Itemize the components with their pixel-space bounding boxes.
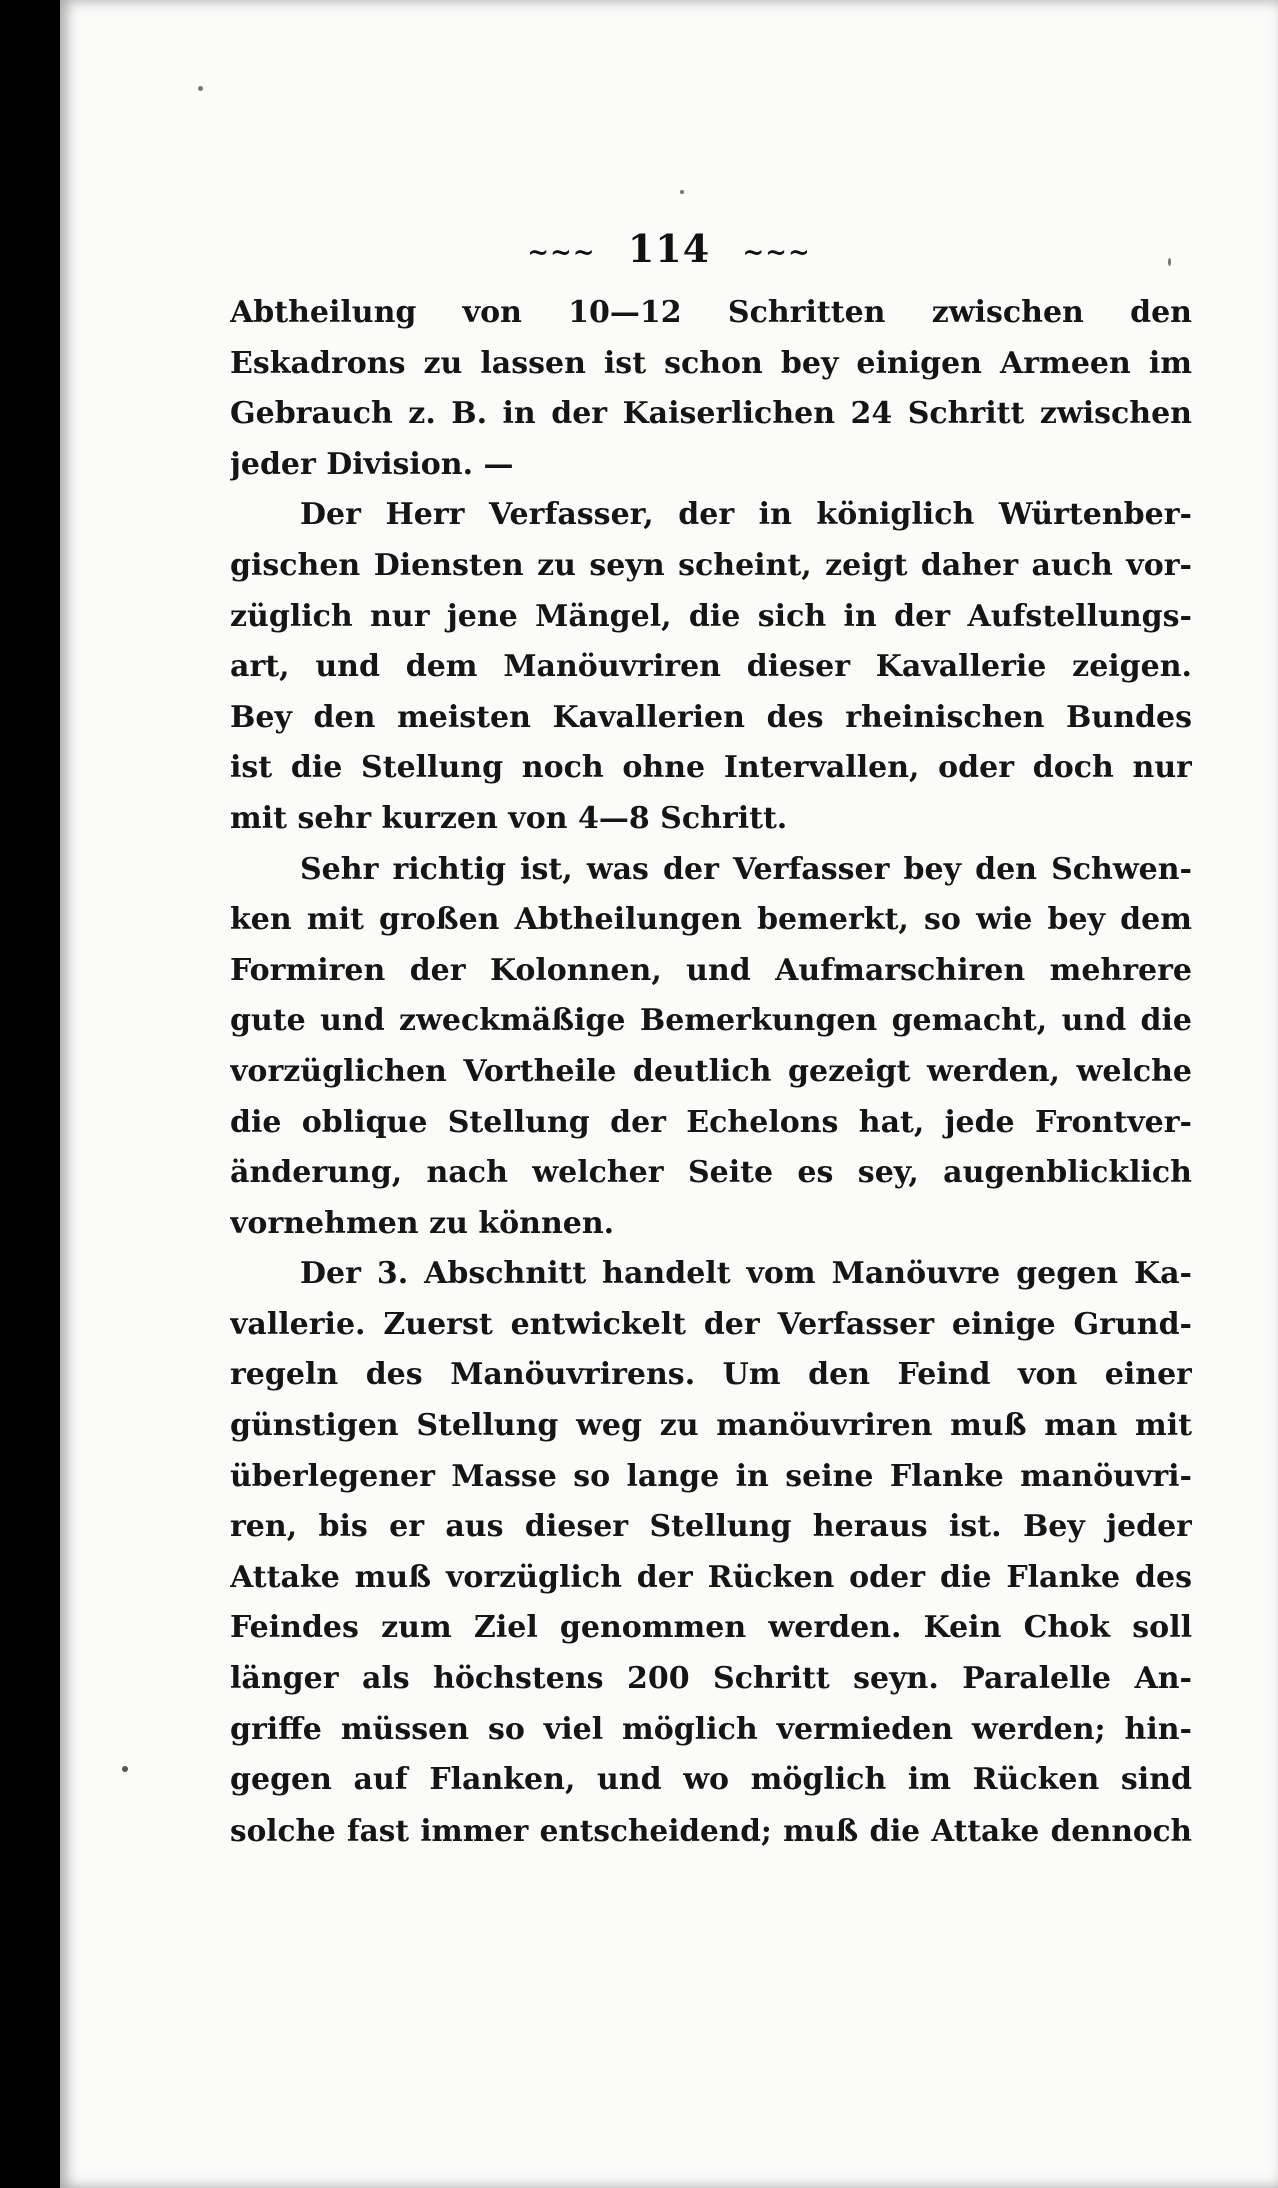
- text-line: jeder Division. —: [230, 446, 514, 482]
- page-header: [60, 226, 1278, 271]
- text-line: länger als höchstens 200 Schritt seyn. Paralelle An-: [230, 1661, 1192, 1697]
- text-line: überlegener Masse so lange in seine Flanke manöuvri-: [230, 1458, 1192, 1494]
- text-line: günstigen Stellung weg zu manöuvriren muß man mit: [230, 1408, 1192, 1444]
- right-ornament: ~~~: [742, 237, 811, 268]
- text-line: Feindes zum Ziel genommen werden. Kein Chok soll: [230, 1610, 1192, 1646]
- paper-speck: [122, 1766, 128, 1772]
- text-line: gegen auf Flanken, und wo möglich im Rücken sind: [230, 1762, 1192, 1798]
- paper-speck: [198, 86, 203, 91]
- text-line: vorzüglichen Vortheile deutlich gezeigt werden, welche: [230, 1053, 1192, 1089]
- text-line: solche fast immer entscheidend; muß die Attake dennoch: [230, 1812, 1192, 1848]
- text-line: die oblique Stellung der Echelons hat, jede Frontver-: [230, 1104, 1192, 1140]
- page-number: 114: [627, 226, 711, 271]
- text-line: Attake muß vorzüglich der Rücken oder die Flanke des: [230, 1559, 1192, 1595]
- text-line: ist die Stellung noch ohne Intervallen, oder doch nur: [230, 750, 1192, 786]
- text-line: ken mit großen Abtheilungen bemerkt, so wie bey dem: [230, 902, 1192, 938]
- text-line: regeln des Manöuvrirens. Um den Feind von einer: [230, 1357, 1192, 1393]
- page-body: [230, 288, 1192, 1856]
- text-line: Der Herr Verfasser, der in königlich Würtenber-: [300, 497, 1192, 533]
- text-line: mit sehr kurzen von 4—8 Schritt.: [230, 800, 788, 836]
- paper-speck: [680, 190, 684, 194]
- paper-speck: [1168, 258, 1171, 266]
- text-line: art, und dem Manöuvriren dieser Kavallerie zeigen.: [230, 649, 1192, 685]
- text-line: vornehmen zu können.: [230, 1205, 615, 1241]
- book-page: [60, 0, 1278, 2188]
- text-line: änderung, nach welcher Seite es sey, augenblicklich: [230, 1155, 1192, 1191]
- left-ornament: ~~~: [527, 237, 596, 268]
- text-line: Abtheilung von 10—12 Schritten zwischen den: [230, 295, 1192, 330]
- text-line: ren, bis er aus dieser Stellung heraus ist. Bey jeder: [230, 1509, 1192, 1545]
- text-line: Der 3. Abschnitt handelt vom Manöuvre gegen Ka-: [300, 1256, 1192, 1292]
- text-line: Formiren der Kolonnen, und Aufmarschiren mehrere: [230, 952, 1192, 988]
- text-line: Gebrauch z. B. in der Kaiserlichen 24 Schritt zwischen: [230, 396, 1192, 432]
- text-line: Eskadrons zu lassen ist schon bey einigen Armeen im: [230, 345, 1192, 381]
- text-line: züglich nur jene Mängel, die sich in der Aufstellungs-: [230, 598, 1192, 634]
- text-line: vallerie. Zuerst entwickelt der Verfasser einige Grund-: [230, 1306, 1192, 1342]
- text-line: gischen Diensten zu seyn scheint, zeigt daher auch vor-: [230, 547, 1192, 583]
- text-line: Sehr richtig ist, was der Verfasser bey den Schwen-: [300, 851, 1192, 887]
- text-line: Bey den meisten Kavallerien des rheinischen Bundes: [230, 699, 1192, 735]
- text-line: gute und zweckmäßige Bemerkungen gemacht, und die: [230, 1003, 1192, 1039]
- text-line: griffe müssen so viel möglich vermieden werden; hin-: [230, 1711, 1192, 1747]
